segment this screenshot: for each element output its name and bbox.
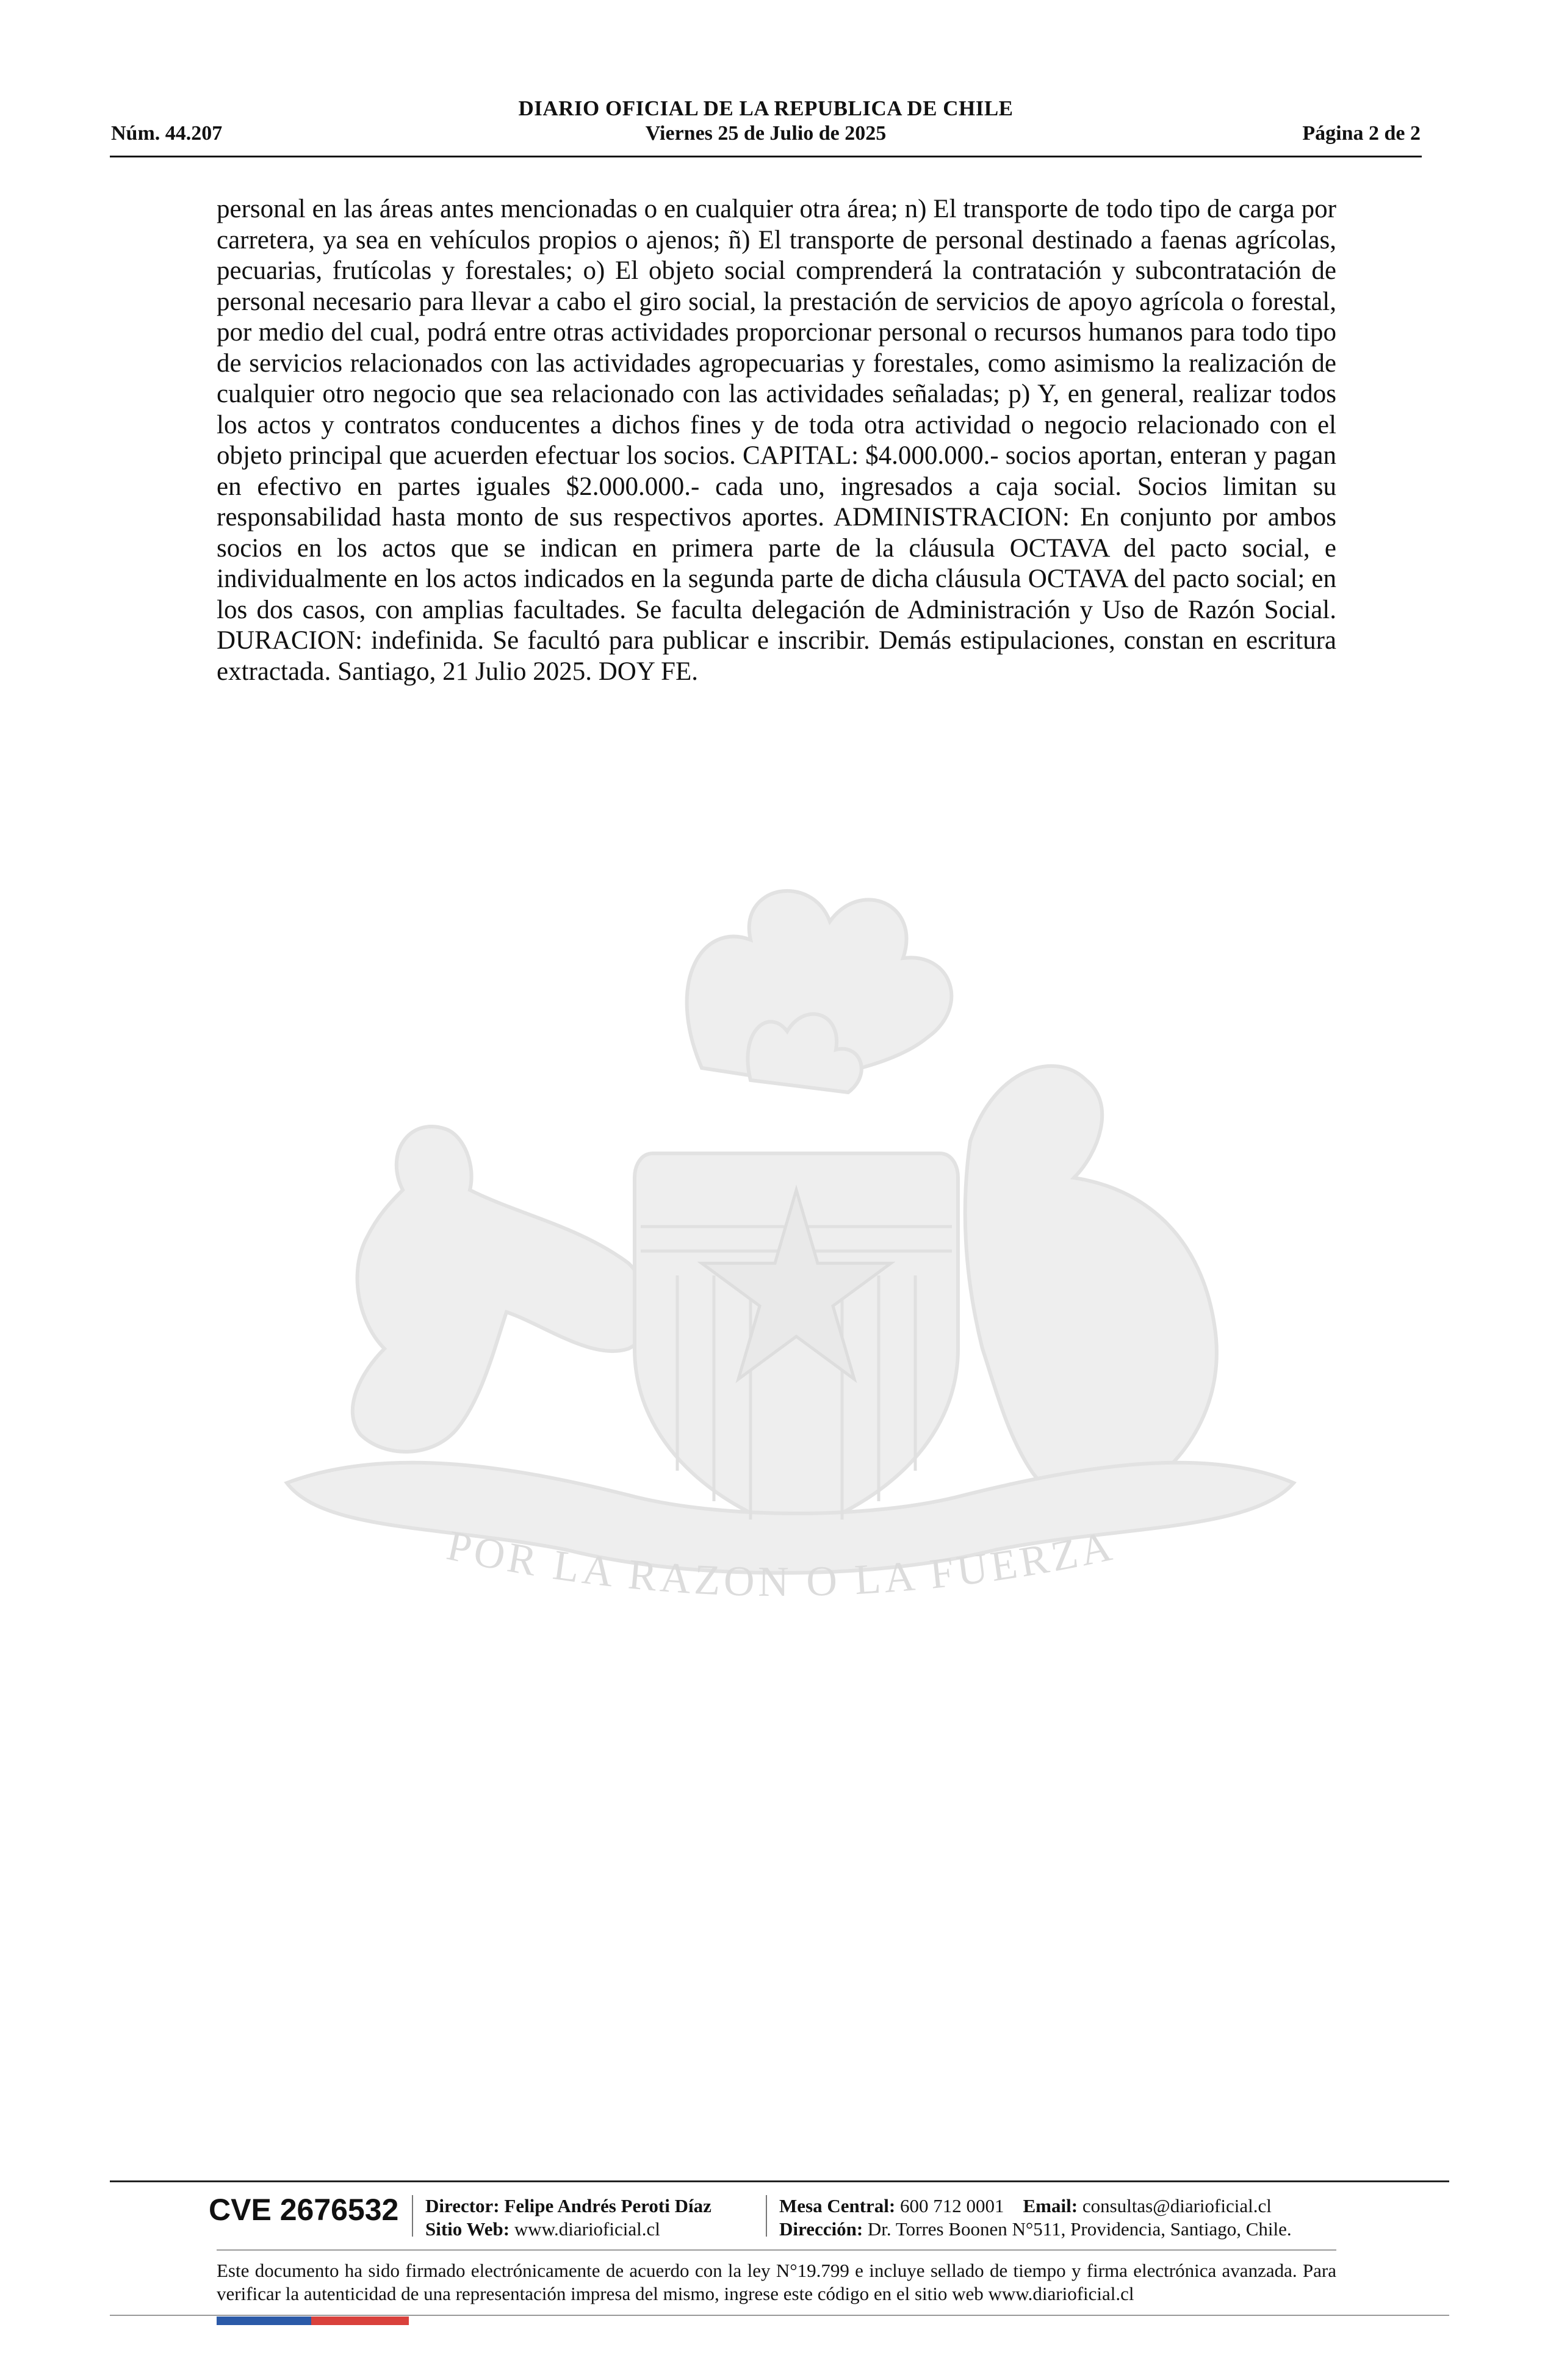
page-number: Página 2 de 2 [1302, 122, 1421, 145]
publication-title: DIARIO OFICIAL DE LA REPUBLICA DE CHILE [518, 96, 1014, 120]
web-label: Sitio Web: [425, 2218, 510, 2240]
issue-date: Viernes 25 de Julio de 2025 [645, 122, 887, 145]
email-link[interactable]: consultas@diarioficial.cl [1082, 2195, 1272, 2216]
address-label: Dirección: [779, 2218, 863, 2240]
footer-separator [412, 2195, 413, 2237]
web-link[interactable]: www.diarioficial.cl [514, 2218, 660, 2240]
legal-notice: Este documento ha sido firmado electrónicamente de acuerdo con la ley N°19.799 e incluye sellado de tiempo y firma electrónica avanzada. Para verificar la autenticidad de una representación impresa del mismo, ingrese este código en el sitio web www.diarioficial.cl [217, 2260, 1336, 2304]
footer-separator [766, 2195, 767, 2237]
footer-director-block [425, 2194, 711, 2241]
footer-contact-block [779, 2194, 1292, 2241]
address-value: Dr. Torres Boonen N°511, Providencia, Santiago, Chile. [867, 2218, 1292, 2240]
email-label: Email: [1023, 2195, 1078, 2216]
motto-text: POR LA RAZON O LA FUERZA [442, 1522, 1120, 1606]
page-header [110, 92, 1422, 159]
director-value: Felipe Andrés Peroti Díaz [504, 2195, 711, 2216]
footer-divider-bottom [110, 2315, 1449, 2316]
director-label: Director: [425, 2195, 500, 2216]
flag-red-band [311, 2317, 409, 2325]
flag-stripe [217, 2317, 409, 2325]
issue-number: Núm. 44.207 [111, 122, 223, 145]
flag-blue-band [217, 2317, 311, 2325]
mesa-value: 600 712 0001 [900, 2195, 1004, 2216]
mesa-label: Mesa Central: [779, 2195, 896, 2216]
footer-divider-top [110, 2180, 1449, 2182]
footer-divider-mid [217, 2249, 1336, 2251]
cve-code: CVE 2676532 [209, 2193, 399, 2227]
coat-of-arms-watermark [201, 848, 1361, 1678]
header-divider [110, 156, 1422, 157]
article-body: personal en las áreas antes mencionadas o en cualquier otra área; n) El transporte de todo tipo de carga por carretera, ya sea en vehículos propios o ajenos; ñ) El transporte de personal destinado a faenas agrícolas, pecuarias, frutícolas y forestales; o) El objeto social comprenderá la contratación y subcontratación de personal necesario para llevar a cabo el giro social, la prestación de servicios de apoyo agrícola o forestal, por medio del cual, podrá entre otras actividades proporcionar personal o recursos humanos para todo tipo de servicios relacionados con las actividades agropecuarias y forestales, como asimismo la realización de cualquier otro negocio que sea relacionado con las actividades señaladas; p) Y, en general, realizar todos los actos y contratos conducentes a dichos fines y de toda otra actividad o negocio relacionado con el objeto principal que acuerden efectuar los socios. CAPITAL: $4.000.000.- socios aportan, enteran y pagan en efectivo en partes iguales $2.000.000.- cada uno, ingresados a caja social. Socios limitan su responsabilidad hasta monto de sus respectivos aportes. ADMINISTRACION: En conjunto por ambos socios en los actos que se indican en primera parte de la cláusula OCTAVA del pacto social, e individualmente en los actos indicados en la segunda parte de dicha cláusula OCTAVA del pacto social; en los dos casos, con amplias facultades. Se faculta delegación de Administración y Uso de Razón Social. DURACION: indefinida. Se facultó para publicar e inscribir. Demás estipulaciones, constan en escritura extractada. Santiago, 21 Julio 2025. DOY FE. [217, 195, 1336, 686]
